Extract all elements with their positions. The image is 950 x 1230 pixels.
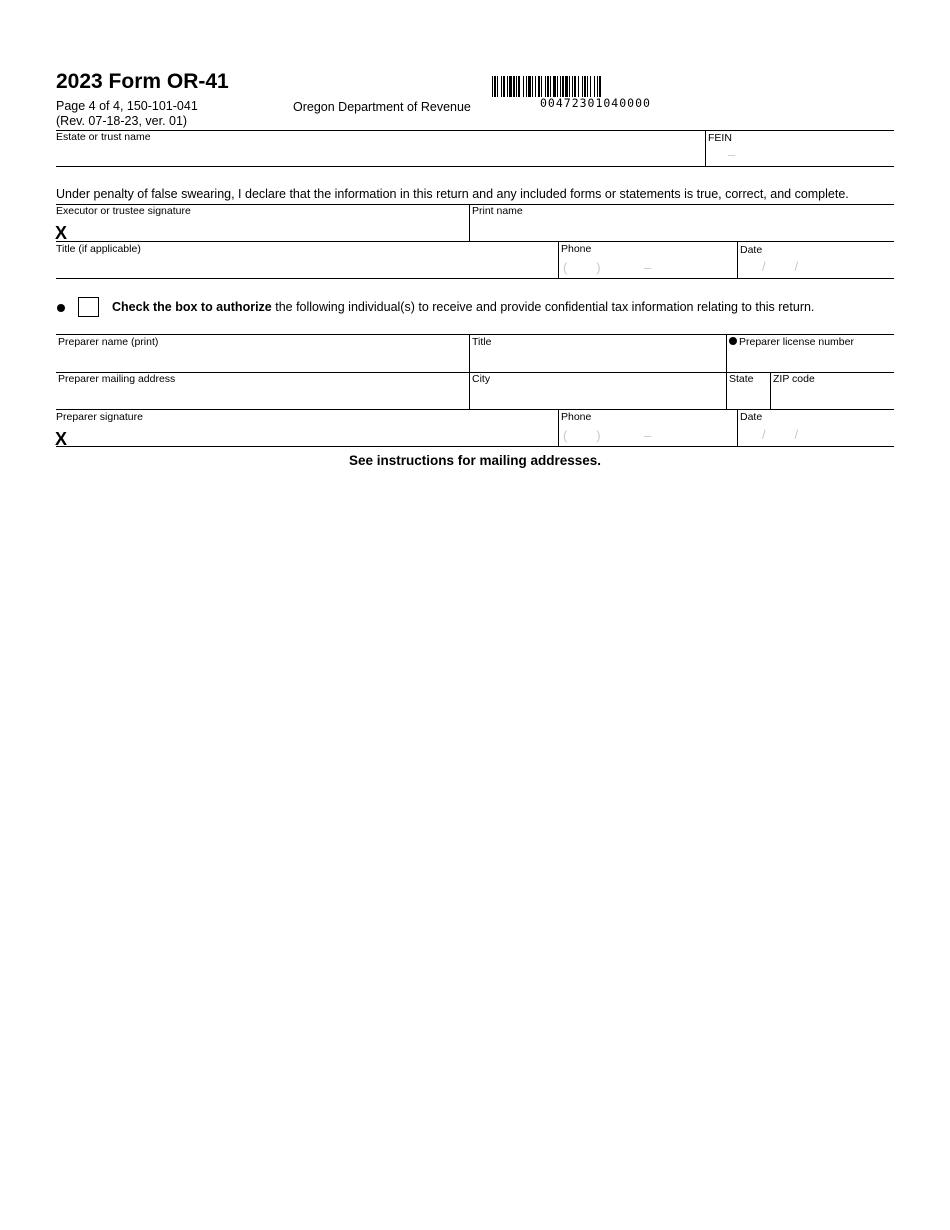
title-label: Title (if applicable) xyxy=(56,243,141,255)
divider xyxy=(558,409,559,446)
divider xyxy=(56,278,894,279)
preparer-signature-label: Preparer signature xyxy=(56,411,143,423)
phone-label: Phone xyxy=(561,243,592,255)
preparer-address-input[interactable] xyxy=(58,387,466,407)
preparer-address-label: Preparer mailing address xyxy=(58,373,176,385)
phone-placeholder: ( ) – xyxy=(563,260,652,275)
barcode-icon xyxy=(492,76,704,97)
estate-name-label: Estate or trust name xyxy=(56,131,151,143)
barcode-number: 00472301040000 xyxy=(540,96,651,110)
estate-name-input[interactable] xyxy=(56,145,704,165)
divider xyxy=(56,409,894,410)
fein-placeholder: – xyxy=(728,147,736,162)
zip-label: ZIP code xyxy=(773,373,815,385)
form-title: 2023 Form OR-41 xyxy=(56,70,229,93)
preparer-name-label: Preparer name (print) xyxy=(58,336,159,348)
agency-name: Oregon Department of Revenue xyxy=(293,100,471,114)
preparer-title-label: Title xyxy=(472,336,492,348)
phone-input[interactable] xyxy=(561,256,734,276)
phone-placeholder: ( ) – xyxy=(563,428,652,443)
authorization-text xyxy=(112,300,814,314)
preparer-license-input[interactable] xyxy=(729,350,892,370)
date-placeholder: / / xyxy=(762,259,799,274)
date-label: Date xyxy=(740,244,763,256)
mailing-note: See instructions for mailing addresses. xyxy=(348,453,602,468)
state-input[interactable] xyxy=(729,387,767,407)
fein-input[interactable] xyxy=(708,145,892,165)
divider xyxy=(469,204,470,241)
preparer-signature-field[interactable] xyxy=(75,426,553,445)
authorize-checkbox[interactable] xyxy=(78,297,99,317)
preparer-date-input[interactable] xyxy=(740,424,892,444)
executor-signature-label: Executor or trustee signature xyxy=(56,205,191,217)
state-label: State xyxy=(729,373,754,385)
divider xyxy=(737,409,738,446)
title-input[interactable] xyxy=(56,256,554,276)
divider xyxy=(56,334,894,335)
divider xyxy=(558,241,559,278)
date-input[interactable] xyxy=(740,256,892,276)
preparer-phone-label: Phone xyxy=(561,411,592,423)
preparer-title-input[interactable] xyxy=(472,350,722,370)
print-name-label: Print name xyxy=(472,205,523,217)
declaration-text: Under penalty of false swearing, I declare that the information in this return and any included forms or statements is true, correct, and complete. xyxy=(56,187,849,201)
executor-signature-field[interactable] xyxy=(75,220,465,240)
date-placeholder: / / xyxy=(762,427,799,442)
divider xyxy=(56,130,894,131)
signature-x-mark: X xyxy=(55,429,68,449)
divider xyxy=(56,241,894,242)
divider xyxy=(705,130,706,167)
city-input[interactable] xyxy=(472,387,722,407)
page-info: Page 4 of 4, 150-101-041 xyxy=(56,99,198,113)
preparer-name-input[interactable] xyxy=(58,350,466,370)
revision-info: (Rev. 07-18-23, ver. 01) xyxy=(56,114,188,128)
bullet-icon xyxy=(57,304,65,312)
divider xyxy=(737,241,738,278)
preparer-license-label: Preparer license number xyxy=(739,336,854,348)
fein-label: FEIN xyxy=(708,132,732,144)
divider xyxy=(56,446,894,447)
divider xyxy=(56,166,894,167)
preparer-date-label: Date xyxy=(740,411,763,423)
authorization-rest: the following individual(s) to receive and provide confidential tax information relating to this return. xyxy=(271,300,815,314)
preparer-phone-input[interactable] xyxy=(561,424,734,444)
zip-input[interactable] xyxy=(773,387,892,407)
divider xyxy=(770,372,771,409)
print-name-input[interactable] xyxy=(472,219,892,239)
authorization-bold: Check the box to authorize xyxy=(112,300,272,314)
signature-x-mark: X xyxy=(55,223,68,243)
city-label: City xyxy=(472,373,491,385)
bullet-icon xyxy=(729,337,737,345)
